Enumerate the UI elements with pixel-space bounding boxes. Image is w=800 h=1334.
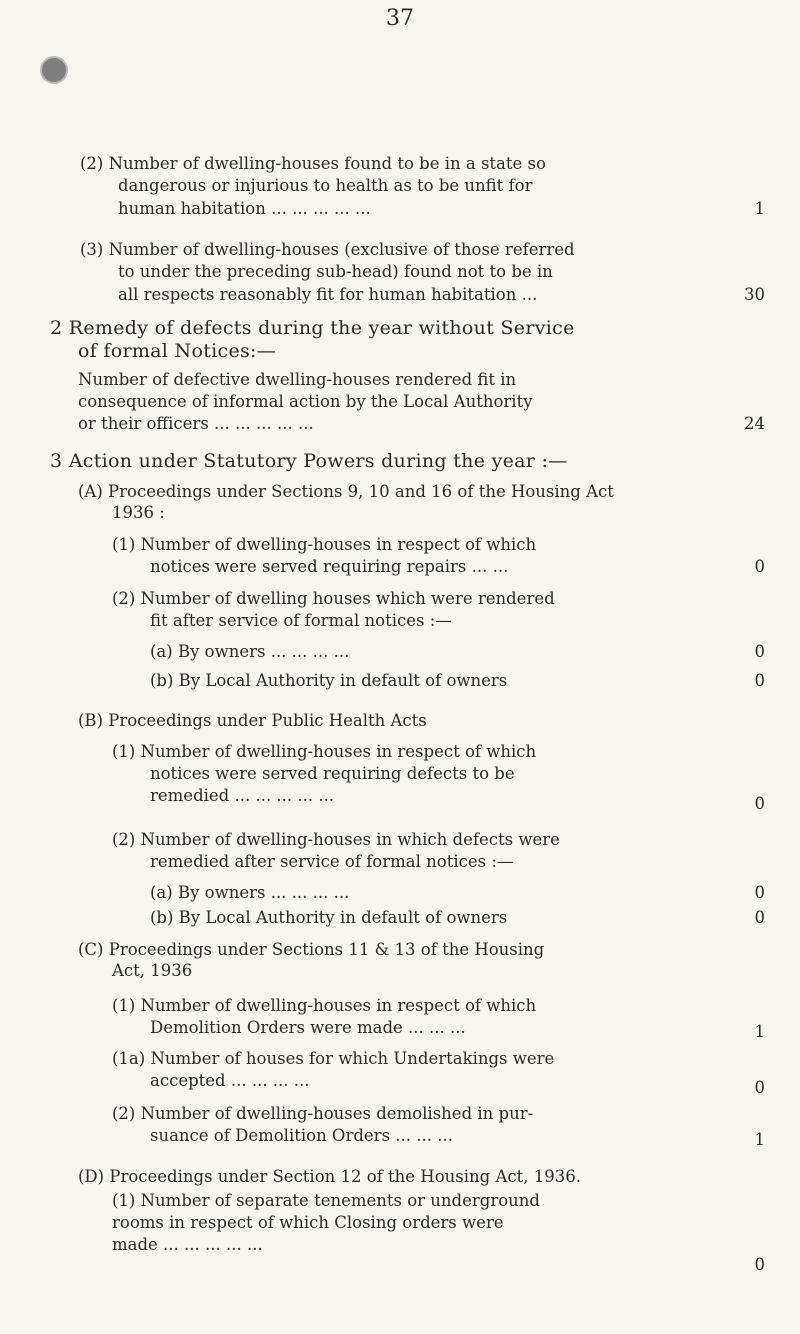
b1-line-3: remedied ... ... ... ... ... [150, 786, 335, 805]
item-2-line-3: human habitation ... ... ... ... ... [118, 199, 371, 218]
item-3-line-3: all respects reasonably fit for human habitation ... [118, 285, 538, 304]
d1-line-1: (1) Number of separate tenements or underground [112, 1191, 540, 1210]
c1-line-1: (1) Number of dwelling-houses in respect of which [112, 996, 537, 1015]
item-2-line-1: (2) Number of dwelling-houses found to be in a state so [80, 154, 546, 173]
page-number: 37 [386, 6, 414, 31]
a2-line-2: fit after service of formal notices :— [150, 611, 452, 630]
a2a-value: 0 [754, 642, 765, 661]
item-2-value: 1 [754, 199, 765, 218]
section-2-line-1: Number of defective dwelling-houses rendered fit in [78, 370, 517, 389]
c1a-value: 0 [754, 1078, 765, 1097]
a2b-line: (b) By Local Authority in default of owners [150, 671, 508, 690]
c1a-line-1: (1a) Number of houses for which Undertakings were [112, 1049, 555, 1068]
section-2-line-2: consequence of informal action by the Local Authority [78, 392, 533, 411]
b2a-value: 0 [754, 883, 765, 902]
b2b-line: (b) By Local Authority in default of owners [150, 908, 508, 927]
c2-line-2: suance of Demolition Orders ... ... ... [150, 1126, 453, 1145]
b1-value: 0 [754, 794, 765, 813]
punch-hole-icon [40, 56, 68, 84]
b1-line-1: (1) Number of dwelling-houses in respect of which [112, 742, 537, 761]
subsection-a-line-1: (A) Proceedings under Sections 9, 10 and 16 of the Housing Act [78, 482, 614, 501]
section-2-heading: 2 Remedy of defects during the year without Service [50, 317, 575, 339]
subsection-c-line-2: Act, 1936 [112, 961, 193, 980]
subsection-b-line-1: (B) Proceedings under Public Health Acts [78, 711, 427, 730]
c1-value: 1 [754, 1022, 765, 1041]
b2a-line: (a) By owners ... ... ... ... [150, 883, 350, 902]
a2a-line: (a) By owners ... ... ... ... [150, 642, 350, 661]
d1-value: 0 [754, 1255, 765, 1274]
c1a-line-2: accepted ... ... ... ... [150, 1071, 310, 1090]
item-3-value: 30 [744, 285, 765, 304]
a2-line-1: (2) Number of dwelling houses which were rendered [112, 589, 555, 608]
c1-line-2: Demolition Orders were made ... ... ... [150, 1018, 466, 1037]
item-3-line-1: (3) Number of dwelling-houses (exclusive of those referred [80, 240, 575, 259]
c2-line-1: (2) Number of dwelling-houses demolished in pur- [112, 1104, 534, 1123]
d1-line-3: made ... ... ... ... ... [112, 1235, 263, 1254]
a2b-value: 0 [754, 671, 765, 690]
section-3-heading: 3 Action under Statutory Powers during the year :— [50, 450, 568, 472]
d1-line-2: rooms in respect of which Closing orders were [112, 1213, 504, 1232]
item-2-line-2: dangerous or injurious to health as to be unfit for [118, 176, 533, 195]
section-2-heading-cont: of formal Notices:— [78, 340, 277, 362]
a1-line-1: (1) Number of dwelling-houses in respect of which [112, 535, 537, 554]
a1-value: 0 [754, 557, 765, 576]
c2-value: 1 [754, 1130, 765, 1149]
item-3-line-2: to under the preceding sub-head) found not to be in [118, 262, 553, 281]
subsection-c-line-1: (C) Proceedings under Sections 11 & 13 of the Housing [78, 940, 545, 959]
b2-line-1: (2) Number of dwelling-houses in which defects were [112, 830, 560, 849]
a1-line-2: notices were served requiring repairs ... ... [150, 557, 509, 576]
b2b-value: 0 [754, 908, 765, 927]
subsection-a-line-2: 1936 : [112, 503, 165, 522]
subsection-d-line-1: (D) Proceedings under Section 12 of the Housing Act, 1936. [78, 1167, 581, 1186]
section-2-line-3: or their officers ... ... ... ... ... [78, 414, 314, 433]
b1-line-2: notices were served requiring defects to be [150, 764, 515, 783]
b2-line-2: remedied after service of formal notices :— [150, 852, 514, 871]
section-2-value: 24 [744, 414, 765, 433]
